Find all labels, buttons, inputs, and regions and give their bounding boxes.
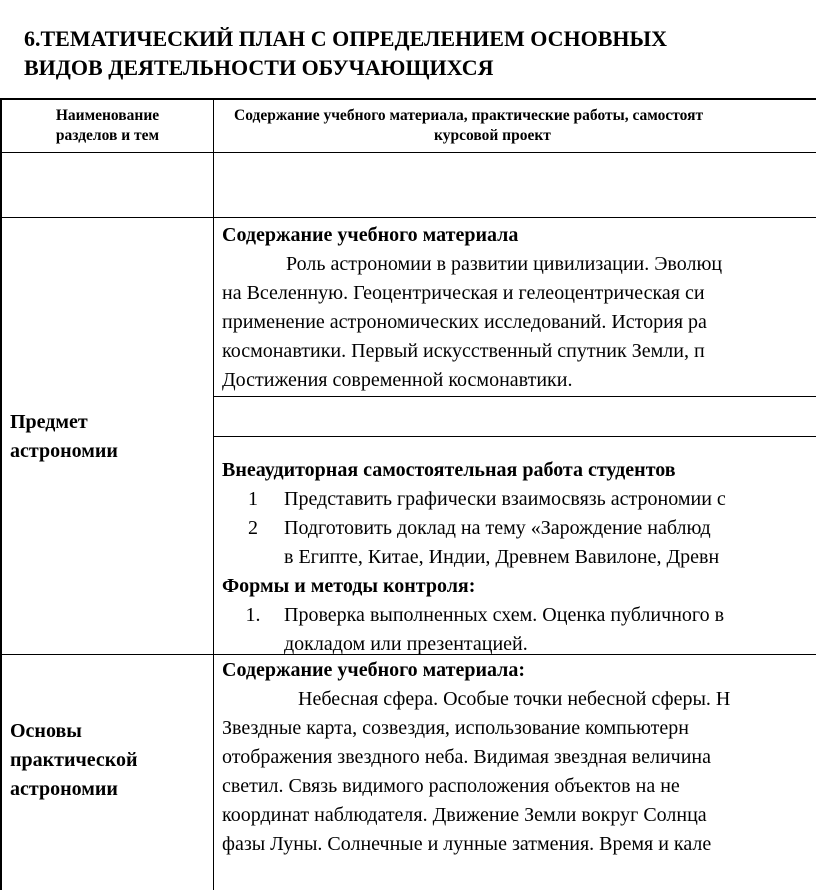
control-item-continuation: докладом или презентацией. <box>284 633 528 655</box>
self-work-item-continuation: в Египте, Китае, Индии, Древнем Вавилоне, Древн <box>284 546 720 568</box>
section2-content-line: отображения звездного неба. Видимая звездная величина <box>222 746 711 768</box>
header-col1-line1: Наименование <box>55 107 160 124</box>
table-border-top <box>0 98 816 100</box>
control-item-text: Проверка выполненных схем. Оценка публичного в <box>284 604 725 626</box>
section1-content-line: применение астрономических исследований. История ра <box>222 311 707 333</box>
table-border-header-bottom <box>0 152 816 153</box>
section1-content-line: космонавтики. Первый искусственный спутник Земли, п <box>222 340 705 362</box>
section1-content-heading: Содержание учебного материала <box>222 224 519 246</box>
section1-name-line1: Предмет <box>10 411 88 433</box>
self-work-item-text: Представить графически взаимосвязь астрономии с <box>284 488 726 510</box>
section1-self-work <box>222 456 816 659</box>
header-section-names <box>2 106 213 146</box>
title-line-1: 6.ТЕМАТИЧЕСКИЙ ПЛАН С ОПРЕДЕЛЕНИЕМ ОСНОВНЫХ <box>24 26 667 51</box>
section1-content <box>222 221 816 395</box>
section2-name-line2: практической <box>10 749 138 771</box>
control-item-number: 1. <box>245 604 261 626</box>
header-col2-line2: курсовой проект <box>434 127 551 144</box>
title-line-2: ВИДОВ ДЕЯТЕЛЬНОСТИ ОБУЧАЮЩИХСЯ <box>24 55 494 80</box>
section1-content-line: на Вселенную. Геоцентрическая и гелеоцентрическая си <box>222 282 705 304</box>
section2-content <box>222 656 816 859</box>
section2-name-line3: астрономии <box>10 778 118 800</box>
header-content <box>214 106 816 146</box>
section2-name <box>10 717 138 804</box>
header-col2-line1: Содержание учебного материала, практические работы, самостоят <box>234 107 704 124</box>
section1-name-line2: астрономии <box>10 440 118 462</box>
section2-content-heading: Содержание учебного материала: <box>222 659 526 681</box>
table-border-left <box>0 98 2 890</box>
section2-content-line: светил. Связь видимого расположения объектов на не <box>222 775 680 797</box>
section2-content-line: координат наблюдателя. Движение Земли вокруг Солнца <box>222 804 707 826</box>
self-work-item-number: 1 <box>248 488 258 510</box>
table-border-inner-1 <box>213 396 816 397</box>
table-border-empty-row-bottom <box>0 217 816 218</box>
control-heading: Формы и методы контроля: <box>222 575 476 597</box>
table-border-column-divider <box>213 98 214 890</box>
section2-name-line1: Основы <box>10 720 82 742</box>
self-work-item-text: Подготовить доклад на тему «Зарождение наблюд <box>284 517 711 539</box>
section1-name <box>10 408 118 466</box>
self-work-item <box>222 485 816 514</box>
header-col1-line2: разделов и тем <box>55 127 160 144</box>
section2-content-line: Звездные карта, созвездия, использование компьютерн <box>222 717 689 739</box>
control-item <box>222 601 816 630</box>
section1-content-line: Роль астрономии в развитии цивилизации. Эволюц <box>286 253 723 275</box>
self-work-heading: Внеаудиторная самостоятельная работа студентов <box>222 459 676 481</box>
self-work-item-number: 2 <box>248 517 258 539</box>
table-border-inner-2 <box>213 436 816 437</box>
section2-content-line: фазы Луны. Солнечные и лунные затмения. Время и кале <box>222 833 712 855</box>
section1-content-line: Достижения современной космонавтики. <box>222 369 573 391</box>
section2-content-line: Небесная сфера. Особые точки небесной сферы. Н <box>298 688 731 710</box>
self-work-item <box>222 514 816 543</box>
